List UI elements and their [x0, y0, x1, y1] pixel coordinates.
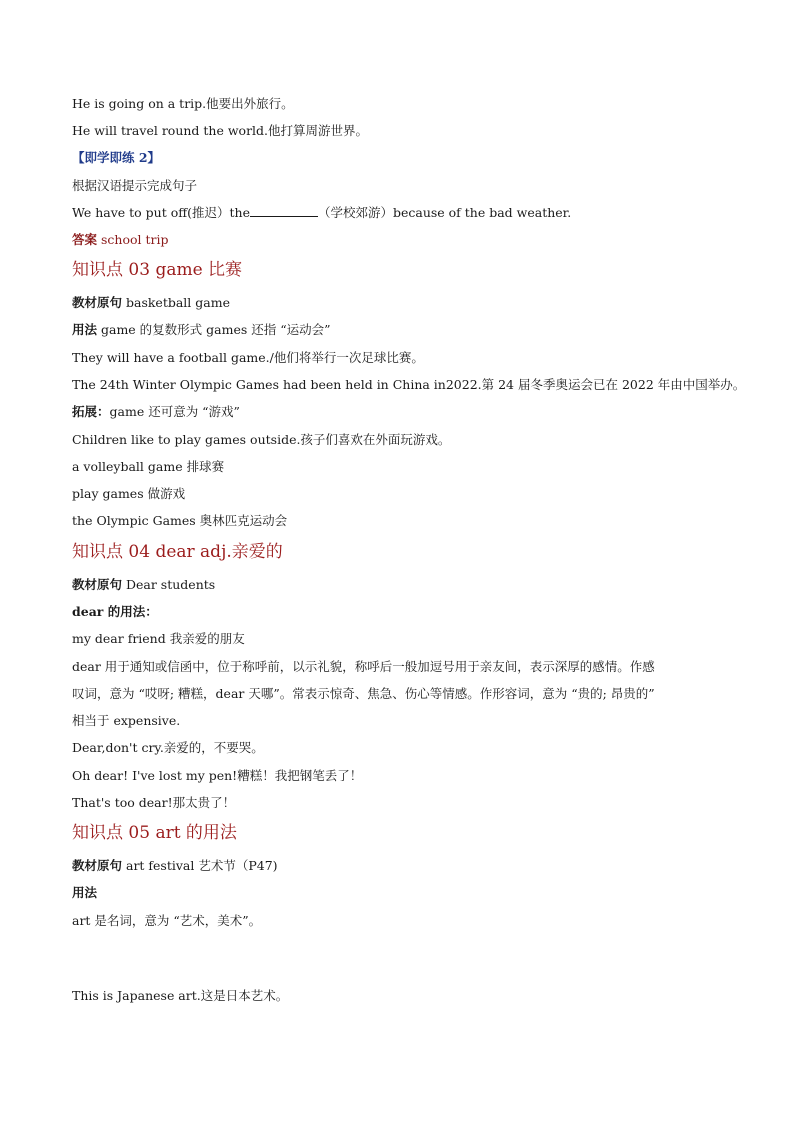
usage-text: game 的复数形式 games 还指 “运动会” [97, 322, 331, 337]
art-definition: art 是名词，意为 “艺术，美术”。 [72, 913, 262, 928]
extension-line [72, 404, 240, 420]
practice-question [72, 205, 571, 221]
answer-line [72, 232, 168, 248]
example-dear-friend: my dear friend 我亲爱的朋友 [72, 631, 245, 646]
source-text: Dear students [122, 577, 216, 592]
practice-instruction: 根据汉语提示完成句子 [72, 178, 198, 193]
example-dont-cry: Dear,don't cry.亲爱的，不要哭。 [72, 740, 264, 755]
paragraph-line-2: 叹词，意为 “哎呀; 糟糕，dear 天哪”。常表示惊奇、焦急、伤心等情感。作形容词，意为 “贵的; 昂贵的” [72, 686, 655, 701]
usage-label: dear 的用法： [72, 604, 158, 619]
section-heading-dear: 知识点 04 dear adj.亲爱的 [72, 542, 283, 562]
question-text-after: （学校郊游）because of the bad weather. [317, 205, 572, 220]
example-travel: He will travel round the world.他打算周游世界。 [72, 123, 369, 138]
practice-title: 【即学即练 2】 [72, 150, 161, 165]
answer-label: 答案 [72, 232, 98, 247]
example-lost-pen: Oh dear! I've lost my pen!糟糕！我把钢笔丢了！ [72, 768, 363, 783]
paragraph-line-3: 相当于 expensive. [72, 713, 181, 728]
example-football: They will have a football game./他们将举行一次足球比赛。 [72, 350, 424, 365]
example-play-games: play games 做游戏 [72, 486, 186, 501]
example-olympic-games: the Olympic Games 奥林匹克运动会 [72, 513, 288, 528]
source-label: 教材原句 [72, 577, 123, 592]
question-text-before: We have to put off(推迟）the [72, 205, 250, 220]
usage-label: 用法 [72, 322, 98, 337]
source-sentence [72, 577, 215, 593]
source-label: 教材原句 [72, 858, 123, 873]
example-too-dear: That's too dear!那太贵了！ [72, 795, 236, 810]
usage-line [72, 322, 331, 338]
extension-text: game 还可意为 “游戏” [109, 404, 240, 419]
example-children: Children like to play games outside.孩子们喜欢在外面玩游戏。 [72, 432, 451, 447]
source-sentence [72, 295, 230, 311]
extension-label: 拓展： [72, 404, 110, 419]
source-label: 教材原句 [72, 295, 123, 310]
section-heading-art: 知识点 05 art 的用法 [72, 823, 237, 843]
example-volleyball: a volleyball game 排球赛 [72, 459, 225, 474]
example-japanese-art: This is Japanese art.这是日本艺术。 [72, 988, 289, 1003]
answer-blank [250, 205, 318, 217]
source-sentence [72, 858, 278, 874]
source-text: basketball game [122, 295, 230, 310]
paragraph-line-1: dear 用于通知或信函中，位于称呼前，以示礼貌，称呼后一般加逗号用于亲友间，表示深厚的感情。作感 [72, 659, 655, 674]
section-heading-game: 知识点 03 game 比赛 [72, 260, 243, 280]
source-text: art festival 艺术节（P47) [122, 858, 278, 873]
answer-text: school trip [97, 232, 169, 247]
usage-label: 用法 [72, 885, 98, 900]
example-trip: He is going on a trip.他要出外旅行。 [72, 96, 294, 111]
example-olympics: The 24th Winter Olympic Games had been held in China in2022.第 24 届冬季奥运会已在 2022 年由中国举办。 [72, 377, 746, 392]
